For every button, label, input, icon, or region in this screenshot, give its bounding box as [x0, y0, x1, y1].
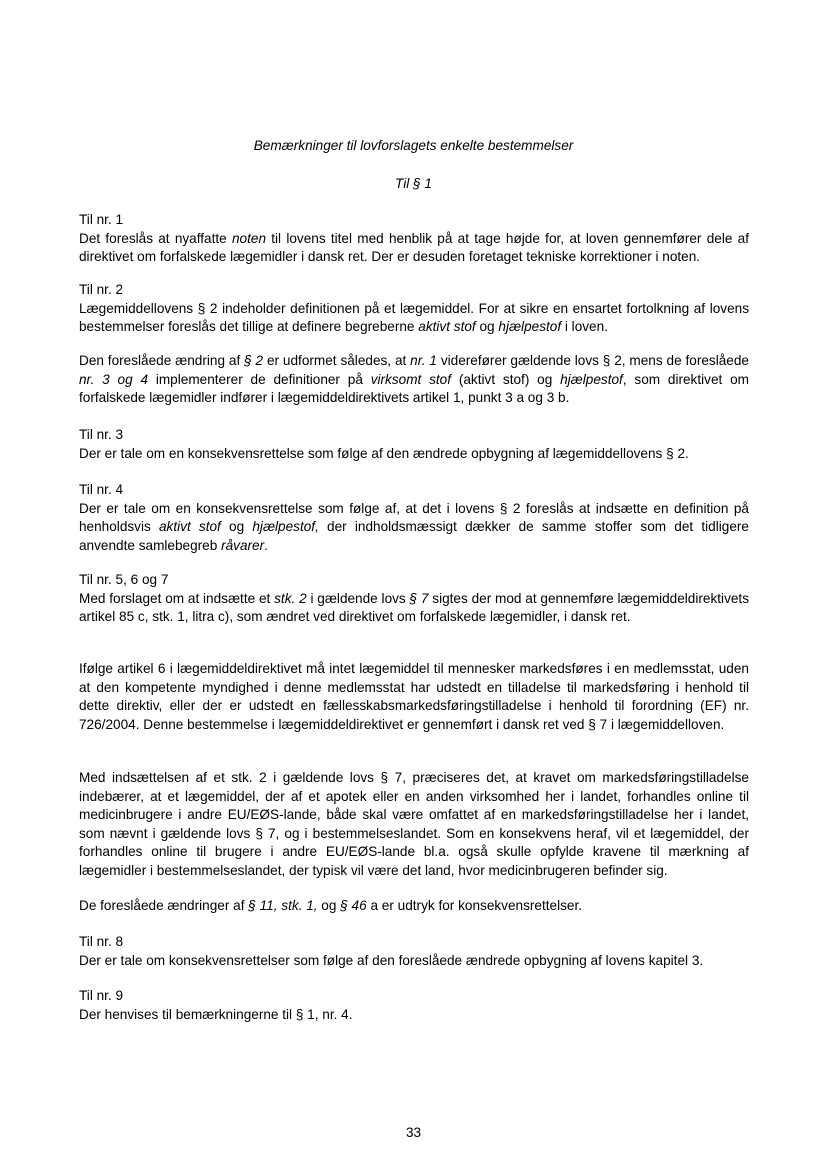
aendring-italic-3: nr. 3 og 4 [79, 371, 149, 387]
aendring-text-4: implementerer de definitioner på [148, 371, 371, 387]
konsekvens-text-3: a er udtryk for konsekvensrettelser. [366, 898, 583, 913]
note-nr9 [79, 987, 749, 1024]
note-nr4 [79, 481, 749, 555]
note-nr5-7-italic-1: stk. 2 [274, 590, 307, 606]
konsekvens-italic-2: § 46 [340, 898, 367, 913]
note-nr1-text-2: til lovens titel med henblik på at tage højde for, at loven gennemfører dele af direktivet om forfalskede lægemidler i dansk ret. Der er desuden foretaget tekniske korrektioner i noten. [79, 230, 749, 265]
note-nr5-7-heading: Til nr. 5, 6 og 7 [79, 572, 169, 587]
note-nr1-heading: Til nr. 1 [79, 212, 124, 227]
note-nr3 [79, 426, 749, 463]
note-nr9-text: Der henvises til bemærkningerne til § 1, nr. 4. [79, 1006, 353, 1022]
paragraph-title: Til § 1 [395, 176, 432, 191]
note-nr4-text-2: og [220, 519, 253, 535]
paragraph-aendring [79, 352, 749, 408]
note-nr8-heading: Til nr. 8 [79, 934, 124, 949]
note-nr4-text-4: . [264, 537, 268, 553]
aendring-text-6: , som direktivet om forfalskede lægemidler indfører i lægemiddeldirektivets artikel 1, punkt 3 a og 3 b. [79, 371, 749, 406]
aendring-text-2: er udformet således, at [263, 353, 411, 368]
note-nr2 [79, 281, 749, 337]
aendring-text-5: (aktivt stof) og [451, 371, 561, 387]
konsekvens-italic-1: § 11, stk. 1, [248, 898, 318, 913]
note-nr2-text-3: i loven. [561, 319, 608, 335]
note-nr2-heading: Til nr. 2 [79, 282, 124, 297]
aendring-italic-2: nr. 1 [410, 353, 437, 368]
note-nr5-7-text-3: sigtes der mod at gennemføre lægemiddeldirektivets artikel 85 c, stk. 1, litra c), som ændret ved direktivet om forfalskede lægemidler, i dansk ret. [79, 590, 749, 625]
paragraph-konsekvens [79, 897, 749, 916]
note-nr4-text-1: Der er tale om en konsekvensrettelse som følge af, at det i lovens § 2 foreslås at indsætte en definition på henholdsvis [79, 500, 749, 535]
aendring-italic-4: virksomt stof [370, 371, 452, 387]
note-nr4-italic-2: hjælpestof, [252, 519, 319, 535]
aendring-italic-1: § 2 [244, 353, 264, 368]
note-nr8 [79, 933, 749, 970]
note-nr1-text-1: Det foreslås at nyaffatte [79, 230, 232, 246]
note-nr2-italic-1: aktivt stof [418, 319, 476, 335]
note-nr5-7 [79, 571, 749, 627]
note-nr4-heading: Til nr. 4 [79, 482, 124, 497]
aendring-italic-5: hjælpestof [560, 371, 623, 387]
note-nr4-italic-1: aktivt stof [159, 519, 221, 535]
note-nr3-text: Der er tale om en konsekvensrettelse som følge af den ændrede opbygning af lægemiddellovens § 2. [79, 445, 689, 461]
note-nr1 [79, 211, 749, 267]
note-nr9-heading: Til nr. 9 [79, 988, 124, 1003]
note-nr2-text-1: Lægemiddellovens § 2 indeholder definitionen på et lægemiddel. For at sikre en ensartet fortolkning af lovens bestemmelser foreslås det tillige at definere begreberne [79, 300, 749, 335]
paragraph-artikel6: Ifølge artikel 6 i lægemiddeldirektivet må intet lægemiddel til mennesker markedsføres i en medlemsstat, uden at den kompetente myndighed i denne medlemsstat har udstedt en tilladelse til markedsføring i henhold til dette direktiv, eller der er udstedt en fællesskabsmarkedsføringstilladelse i henhold til forordning (EF) nr. 726/2004. Denne bestemmelse i lægemiddeldirektivet er gennemført i dansk ret ved § 7 i lægemiddelloven. [79, 661, 749, 732]
note-nr4-italic-3: råvarer [221, 537, 265, 553]
note-nr4-text-3: der indholdsmæssigt dækker de samme stoffer som det tidligere anvendte samlebegreb [79, 519, 749, 553]
aendring-text-1: Den foreslåede ændring af [79, 353, 245, 368]
note-nr2-italic-2: hjælpestof [498, 319, 562, 335]
note-nr8-text: Der er tale om konsekvensrettelser som følge af den foreslåede ændrede opbygning af lovens kapitel 3. [79, 952, 704, 968]
note-nr1-italic-1: noten [231, 230, 267, 246]
note-nr2-text-2: og [475, 319, 499, 335]
paragraph-indsaettelsen: Med indsættelsen af et stk. 2 i gældende lovs § 7, præciseres det, at kravet om markedsføringstilladelse indebærer, at et lægemiddel, der af et apotek eller en anden virksomhed her i landet, forhandles online til medicinbrugere i andre EU/EØS-lande, både skal være omfattet af en markedsføringstilladelse her i landet, som nævnt i gældende lovs § 7, og i bestemmelseslandet. Som en konsekvens heraf, vil et lægemiddel, der forhandles online til brugere i andre EU/EØS-lande bl.a. også skulle opfylde kravene til mærkning af lægemidler i bestemmelseslandet, der typisk vil være det land, hvor medicinbrugeren befinder sig. [79, 770, 749, 878]
konsekvens-text-1: De foreslåede ændringer af [79, 898, 249, 913]
page-number: 33 [405, 1125, 422, 1140]
note-nr5-7-text-1: Med forslaget om at indsætte et [79, 590, 275, 606]
note-nr5-7-italic-2: § 7 [409, 590, 429, 606]
section-title: Bemærkninger til lovforslagets enkelte bestemmelser [253, 138, 574, 153]
note-nr5-7-text-2: i gældende lovs [306, 590, 410, 606]
konsekvens-text-2: og [317, 898, 341, 913]
aendring-text-3: viderefører gældende lovs § 2, mens de foreslåede [436, 353, 749, 368]
note-nr3-heading: Til nr. 3 [79, 427, 124, 442]
